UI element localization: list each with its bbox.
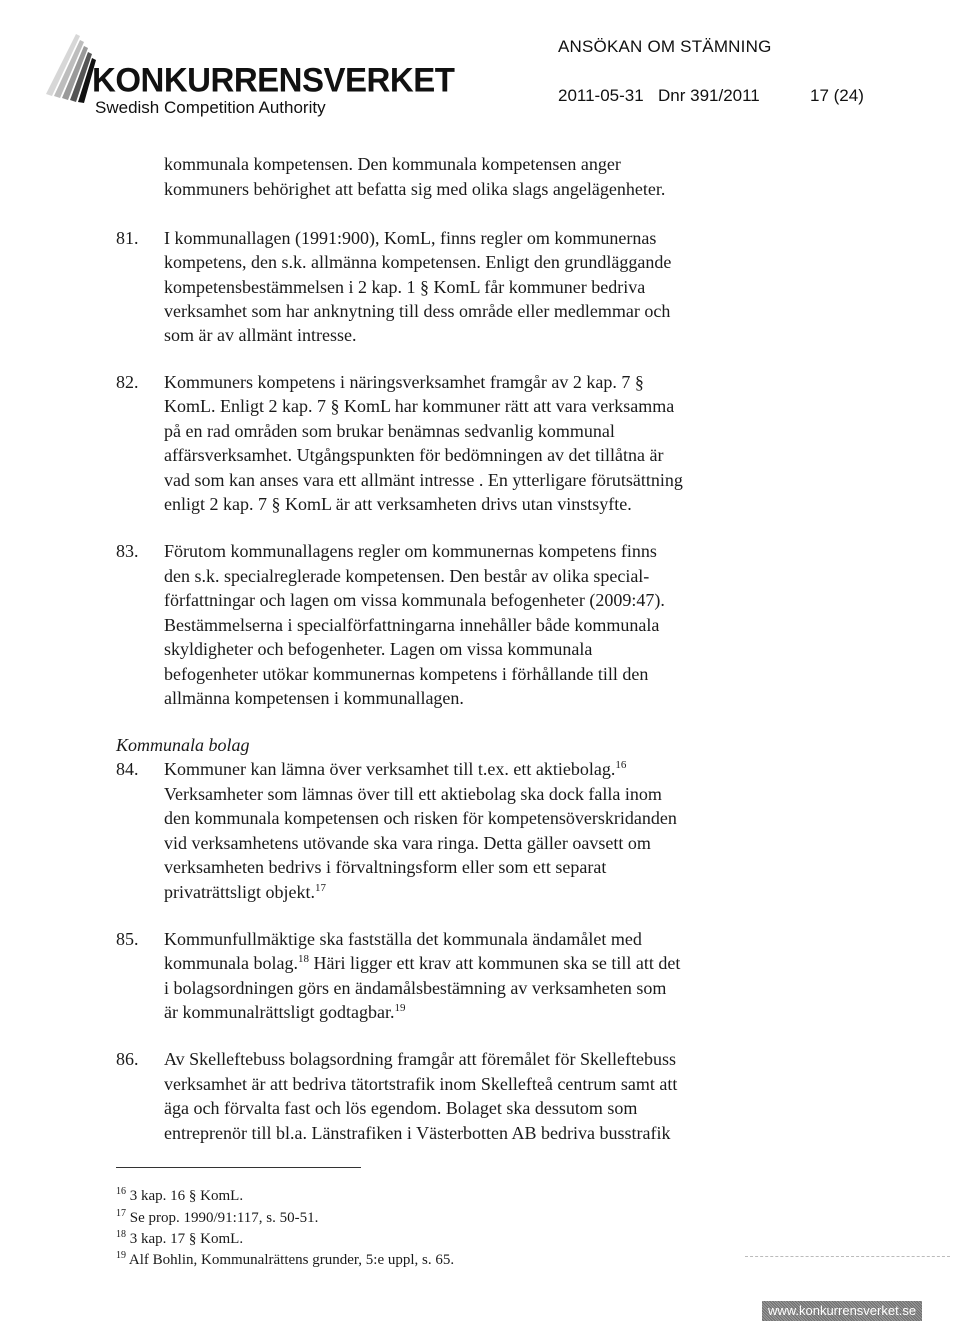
- text-line: allmänna kompetensen i kommunallagen.: [164, 688, 464, 708]
- footnote: [116, 1186, 243, 1206]
- text-line: äga och förvalta fast och lös egendom. Bolaget ska dessutom som: [164, 1098, 638, 1118]
- footnote-ref: 17: [314, 882, 326, 894]
- logo-subtitle: Swedish Competition Authority: [95, 98, 326, 117]
- paragraph-number: 82.: [116, 372, 139, 392]
- text-line: Bestämmelserna i specialförfattningarna innehåller både kommunala: [164, 615, 660, 635]
- text-line: i bolagsordningen görs en ändamålsbestämning av verksamheten som: [164, 978, 667, 998]
- text-line: kommunala kompetensen. Den kommunala kompetensen anger: [164, 154, 621, 174]
- scan-artifact-line: [745, 1256, 950, 1258]
- text-line: KomL. Enligt 2 kap. 7 § KomL har kommuner rätt att vara verksamma: [164, 396, 675, 416]
- text-fragment: privaträttsligt objekt.: [164, 882, 315, 902]
- footnote-text: 3 kap. 17 § KomL.: [126, 1231, 244, 1247]
- footnote-text: Alf Bohlin, Kommunalrättens grunder, 5:e uppl, s. 65.: [126, 1252, 455, 1268]
- text-line: kompetensbestämmelsen i 2 kap. 1 § KomL får kommuner bedriva: [164, 277, 646, 297]
- footnote-divider: [116, 1167, 361, 1168]
- website-watermark: www.konkurrensverket.se: [762, 1301, 922, 1321]
- document-meta: [558, 86, 864, 106]
- text-line: Kommunfullmäktige ska fastställa det kommunala ändamålet med: [164, 929, 642, 949]
- text-line: verksamheten bedrivs i förvaltningsform eller som ett separat: [164, 857, 607, 877]
- text-line: [164, 757, 626, 781]
- text-line: befogenheter utökar kommunernas kompetens i förhållande till den: [164, 664, 649, 684]
- text-line: skyldigheter och befogenheter. Lagen om vissa kommunala: [164, 639, 593, 659]
- text-fragment: kommunala bolag.: [164, 953, 298, 973]
- footnote-number: 19: [116, 1250, 126, 1261]
- text-fragment: är kommunalrättsligt godtagbar.: [164, 1002, 395, 1022]
- footnote-ref: 19: [394, 1002, 406, 1014]
- text-line: enligt 2 kap. 7 § KomL är att verksamheten drivs utan vinstsyfte.: [164, 494, 632, 514]
- text-line: kommuners behörighet att befatta sig med olika slags angelägenheter.: [164, 179, 666, 199]
- footnote-ref: 18: [297, 953, 309, 965]
- document-dnr: Dnr 391/2011: [658, 86, 760, 105]
- paragraph-number: 86.: [116, 1049, 139, 1069]
- text-line: den s.k. specialreglerade kompetensen. Den består av olika special-: [164, 566, 650, 586]
- text-line: [164, 1000, 405, 1024]
- text-line: [164, 951, 680, 975]
- footnote-text: 3 kap. 16 § KomL.: [126, 1188, 244, 1204]
- logo-name: KONKURRENSVERKET: [92, 60, 455, 99]
- footnote-ref: 16: [615, 759, 627, 771]
- text-line: affärsverksamhet. Utgångspunkten för bedömningen av det tillåtna är: [164, 445, 664, 465]
- text-line: [164, 880, 326, 904]
- page-number: 17 (24): [810, 86, 864, 105]
- text-line: på en rad områden som brukar benämnas sedvanlig kommunal: [164, 421, 615, 441]
- logo-arrow-icon: [40, 24, 98, 104]
- footnote: [116, 1208, 318, 1228]
- text-line: som är av allmänt intresse.: [164, 325, 357, 345]
- footnote: [116, 1250, 454, 1270]
- footnote-number: 18: [116, 1229, 126, 1240]
- text-line: entreprenör till bl.a. Länstrafiken i Västerbotten AB bedriva busstrafik: [164, 1123, 671, 1143]
- footnote-text: Se prop. 1990/91:117, s. 50-51.: [126, 1210, 319, 1226]
- footnote-number: 17: [116, 1208, 126, 1219]
- text-line: verksamhet som har anknytning till dess område eller medlemmar och: [164, 301, 671, 321]
- paragraph-number: 84.: [116, 759, 139, 779]
- text-fragment: Kommuner kan lämna över verksamhet till t.ex. ett aktiebolag.: [164, 759, 616, 779]
- section-heading: Kommunala bolag: [116, 735, 250, 755]
- text-line: Av Skelleftebuss bolagsordning framgår att föremålet för Skelleftebuss: [164, 1049, 677, 1069]
- text-line: verksamhet är att bedriva tätortstrafik inom Skellefteå centrum samt att: [164, 1074, 678, 1094]
- text-line: vid verksamhetens utövande ska vara ringa. Detta gäller oavsett om: [164, 833, 651, 853]
- footnote-number: 16: [116, 1186, 126, 1197]
- text-fragment: Häri ligger ett krav att kommunen ska se till att det: [308, 953, 681, 973]
- document-type: ANSÖKAN OM STÄMNING: [558, 37, 772, 56]
- konkurrensverket-logo: [40, 24, 455, 124]
- text-line: den kommunala kompetensen och risken för kompetensöverskridanden: [164, 808, 677, 828]
- text-line: Verksamheter som lämnas över till ett aktiebolag ska dock falla inom: [164, 784, 662, 804]
- footnote: [116, 1229, 243, 1249]
- text-line: Förutom kommunallagens regler om kommunernas kompetens finns: [164, 541, 657, 561]
- document-date: 2011-05-31: [558, 86, 644, 105]
- text-line: I kommunallagen (1991:900), KomL, finns regler om kommunernas: [164, 228, 657, 248]
- paragraph-number: 81.: [116, 228, 139, 248]
- paragraph-number: 85.: [116, 929, 139, 949]
- text-line: vad som kan anses vara ett allmänt intresse . En ytterligare förutsättning: [164, 470, 683, 490]
- text-line: Kommuners kompetens i näringsverksamhet framgår av 2 kap. 7 §: [164, 372, 644, 392]
- paragraph-number: 83.: [116, 541, 139, 561]
- text-line: kompetens, den s.k. allmänna kompetensen. Enligt den grundläggande: [164, 252, 672, 272]
- text-line: författningar och lagen om vissa kommunala befogenheter (2009:47).: [164, 590, 665, 610]
